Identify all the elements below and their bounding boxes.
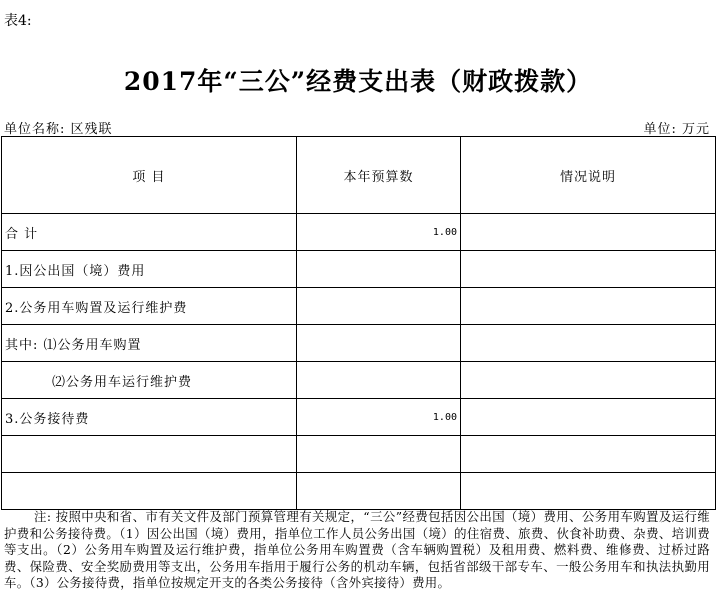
- row-note-cell: [461, 288, 716, 325]
- unit-name-label: 单位名称: 区残联: [4, 122, 113, 137]
- table-row: [2, 399, 716, 436]
- row-item-cell: ⑵公务用车运行维护费: [2, 362, 297, 399]
- table-header-row: [2, 137, 716, 214]
- currency-unit-label: 单位: 万元: [643, 122, 710, 137]
- row-item-cell: 其中: ⑴公务用车购置: [2, 325, 297, 362]
- table-row: [2, 251, 716, 288]
- table-row: [2, 362, 716, 399]
- table-row: [2, 436, 716, 473]
- page-title: 2017年“三公”经费支出表（财政拨款）: [123, 67, 593, 96]
- row-note-cell: [461, 325, 716, 362]
- column-header-notes: 情况说明: [461, 137, 716, 214]
- column-header-budget: 本年预算数: [297, 137, 461, 214]
- table-number-label: 表4:: [4, 13, 32, 29]
- row-item-cell: 合 计: [2, 214, 297, 251]
- row-note-cell: [461, 214, 716, 251]
- row-item-cell: 3.公务接待费: [2, 399, 297, 436]
- row-value-cell: [297, 251, 461, 288]
- row-item-cell: 1.因公出国（境）费用: [2, 251, 297, 288]
- row-value-cell: [297, 325, 461, 362]
- row-item-cell: [2, 436, 297, 473]
- row-value-cell: [297, 288, 461, 325]
- table-row: [2, 325, 716, 362]
- row-value-cell: 1.00: [297, 399, 461, 436]
- row-note-cell: [461, 473, 716, 510]
- table-row: [2, 288, 716, 325]
- footnote: 注: 按照中央和省、市有关文件及部门预算管理有关规定，“三公”经费包括因公出国（境）费用、公务用车购置及运行维护费和公务接待费。（1）因公出国（境）费用，指单位工作人员公务出国（境）的住宿费、旅费、伙食补助费、杂费、培训费等支出。（2）公务用车购置及运行维护费，指单位公务用车购置费（含车辆购置税）及租用费、燃料费、维修费、过桥过路费、保险费、安全奖励费用等支出，公务用车指用于履行公务的机动车辆，包括省部级干部专车、一般公务用车和执法执勤用车。（3）公务接待费，指单位按规定开支的各类公务接待（含外宾接待）费用。: [4, 509, 710, 590]
- row-value-cell: 1.00: [297, 214, 461, 251]
- row-note-cell: [461, 436, 716, 473]
- row-note-cell: [461, 399, 716, 436]
- row-value-cell: [297, 473, 461, 510]
- row-item-cell: [2, 473, 297, 510]
- row-value-cell: [297, 436, 461, 473]
- column-header-item: 项 目: [2, 137, 297, 214]
- row-value-cell: [297, 362, 461, 399]
- row-note-cell: [461, 251, 716, 288]
- row-item-cell: 2.公务用车购置及运行维护费: [2, 288, 297, 325]
- table-row: [2, 473, 716, 510]
- expense-table: [1, 136, 716, 510]
- table-row: [2, 214, 716, 251]
- row-note-cell: [461, 362, 716, 399]
